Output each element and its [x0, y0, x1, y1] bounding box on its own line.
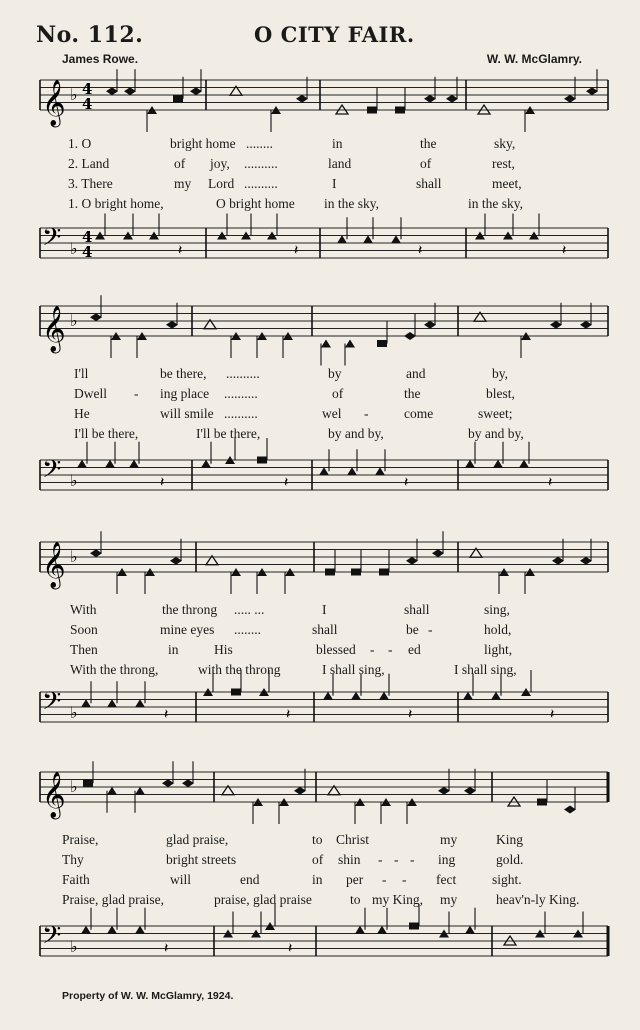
note-head: [355, 926, 365, 934]
lyric-word: O bright home: [216, 196, 295, 211]
lyric-word: Praise, glad praise,: [62, 892, 164, 907]
lyric-word: my King,: [372, 892, 424, 907]
lyric-word: of: [332, 386, 344, 401]
note-head: [395, 107, 405, 114]
note-head: [166, 321, 178, 329]
note-head: [325, 569, 335, 576]
time-signature-top: 4: [82, 228, 93, 246]
note-head: [201, 460, 211, 468]
lyric-word: ..........: [226, 366, 260, 381]
note-head: [129, 460, 139, 468]
lyric-word: bright streets: [166, 852, 237, 867]
note-head: [586, 87, 598, 95]
note-head: [107, 926, 117, 934]
lyric-verse-2: [70, 622, 512, 638]
note-head: [294, 787, 306, 795]
note-head: [406, 557, 418, 565]
note-head: [432, 549, 444, 557]
lyric-word: heav'n-ly King.: [496, 892, 580, 907]
note-head: [377, 340, 387, 347]
lyric-word: sweet;: [478, 406, 513, 421]
note-head: [438, 787, 450, 795]
treble-staff: [0, 68, 640, 138]
lyric-word: by and by,: [328, 426, 384, 441]
note-head: [379, 569, 389, 576]
lyric-word: -: [402, 872, 407, 887]
lyric-word: by,: [492, 366, 508, 381]
lyric-chorus-echo: [68, 196, 523, 212]
note-head: [351, 569, 361, 576]
treble-staff: [0, 762, 640, 832]
lyric-verse-2: [62, 852, 524, 868]
note-head: [550, 321, 562, 329]
time-signature-top: 4: [82, 80, 93, 98]
lyric-word: per: [346, 872, 364, 887]
lyric-word: by and by,: [468, 426, 524, 441]
lyric-word: the throng: [162, 602, 218, 617]
note-head: [323, 692, 333, 700]
note-head: [351, 692, 361, 700]
rest-icon: 𝄽: [288, 940, 293, 957]
lyric-word: my: [440, 892, 458, 907]
note-head: [347, 467, 357, 475]
lyric-word: rest,: [492, 156, 515, 171]
lyric-word: of: [420, 156, 432, 171]
note-head: [90, 549, 102, 557]
note-head: [106, 87, 118, 95]
note-head: [231, 689, 241, 696]
note-head: [379, 692, 389, 700]
rest-icon: 𝄽: [286, 706, 291, 723]
time-signature-bottom: 4: [82, 95, 93, 113]
lyric-word: shall: [416, 176, 442, 191]
lyric-word: 3. There: [68, 176, 113, 191]
bass-clef-icon: 𝄢: [42, 687, 62, 722]
lyric-word: shall: [404, 602, 430, 617]
lyric-word: in: [312, 872, 323, 887]
treble-clef-icon: 𝄞: [42, 80, 66, 126]
note-head: [519, 460, 529, 468]
lyric-word: ..........: [244, 176, 278, 191]
lyric-word: meet,: [492, 176, 522, 191]
lyric-word: light,: [484, 642, 513, 657]
lyric-word: be there,: [160, 366, 207, 381]
lyric-verse-1: [70, 602, 510, 618]
note-head: [182, 779, 194, 787]
rest-icon: 𝄽: [284, 474, 289, 491]
treble-clef-icon: 𝄞: [42, 306, 66, 352]
lyric-word: by: [328, 366, 342, 381]
note-head: [564, 806, 576, 814]
note-head: [377, 926, 387, 934]
note-head: [493, 460, 503, 468]
lyric-word: bright home: [170, 136, 236, 151]
lyric-word: gold.: [496, 852, 524, 867]
lyric-word: come: [404, 406, 434, 421]
bass-clef-icon: 𝄢: [42, 455, 62, 490]
lyric-word: ..........: [224, 406, 258, 421]
treble-staff: [0, 530, 640, 600]
lyric-verse-3: [70, 642, 513, 658]
lyric-verse-1: [62, 832, 523, 848]
lyric-word: He: [74, 406, 90, 421]
lyric-word: my: [174, 176, 192, 191]
lyric-word: and: [406, 366, 426, 381]
lyric-word: Praise,: [62, 832, 99, 847]
note-head: [162, 779, 174, 787]
note-head: [296, 95, 308, 103]
lyric-word: I'll be there,: [196, 426, 261, 441]
note-head: [124, 87, 136, 95]
note-head: [464, 787, 476, 795]
note-head: [491, 692, 501, 700]
lyric-word: of: [174, 156, 186, 171]
flat-icon: ♭: [70, 937, 78, 956]
lyric-chorus-echo: [74, 426, 524, 442]
note-head: [173, 95, 183, 102]
lyric-word: -: [134, 386, 139, 401]
lyric-word: shin: [338, 852, 361, 867]
note-head: [465, 926, 475, 934]
note-head: [257, 457, 267, 464]
note-head: [321, 340, 331, 348]
note-head: [135, 699, 145, 707]
lyric-word: with the throng: [198, 662, 281, 677]
rest-icon: 𝄽: [178, 242, 183, 259]
lyric-word: blest,: [486, 386, 515, 401]
lyric-word: mine eyes: [160, 622, 215, 637]
bass-staff: [0, 912, 640, 976]
hymn-number: No. 112.: [36, 22, 144, 48]
lyric-verse-3: [62, 872, 522, 888]
lyric-word: joy,: [210, 156, 230, 171]
lyric-word: I: [322, 602, 327, 617]
lyric-verse-2: [74, 386, 515, 402]
rest-icon: 𝄽: [418, 242, 423, 259]
rest-icon: 𝄽: [548, 474, 553, 491]
lyric-word: sing,: [484, 602, 510, 617]
note-head: [105, 460, 115, 468]
lyric-word: I'll: [74, 366, 89, 381]
note-head: [83, 780, 93, 787]
note-head: [319, 467, 329, 475]
bass-clef-icon: 𝄢: [42, 921, 62, 956]
note-head: [404, 332, 416, 340]
lyric-word: -: [370, 642, 375, 657]
note-head: [580, 321, 592, 329]
lyric-word: the: [404, 386, 421, 401]
note-head: [375, 467, 385, 475]
lyric-word: sky,: [494, 136, 516, 151]
note-head: [81, 926, 91, 934]
note-head: [170, 557, 182, 565]
treble-clef-icon: 𝄞: [42, 542, 66, 588]
hymn-title: O CITY FAIR.: [254, 22, 415, 47]
lyric-word: 1. O: [68, 136, 92, 151]
note-head: [391, 235, 401, 243]
lyric-word: ed: [408, 642, 421, 657]
lyric-word: in the sky,: [324, 196, 379, 211]
rest-icon: 𝄽: [550, 706, 555, 723]
lyric-word: -: [428, 622, 433, 637]
lyric-word: Thy: [62, 852, 84, 867]
flat-icon: ♭: [70, 85, 78, 104]
lyric-word: to: [350, 892, 361, 907]
lyric-word: fect: [436, 872, 457, 887]
flat-icon: ♭: [70, 703, 78, 722]
lyric-word: Then: [70, 642, 98, 657]
note-head: [90, 313, 102, 321]
lyric-word: will: [170, 872, 192, 887]
lyric-word: -: [394, 852, 399, 867]
lyric-word: 1. O bright home,: [68, 196, 164, 211]
lyric-verse-3: [68, 176, 522, 192]
lyric-word: With the throng,: [70, 662, 159, 677]
lyric-word: I shall sing,: [322, 662, 385, 677]
rest-icon: 𝄽: [160, 474, 165, 491]
note-head: [463, 692, 473, 700]
lyric-word: I shall sing,: [454, 662, 517, 677]
lyric-word: to: [312, 832, 323, 847]
lyric-word: in: [332, 136, 343, 151]
lyric-verse-3: [74, 406, 513, 422]
lyric-word: I: [332, 176, 337, 191]
rest-icon: 𝄽: [562, 242, 567, 259]
lyric-word: in the sky,: [468, 196, 523, 211]
note-head: [409, 923, 419, 930]
bass-staff: [0, 678, 640, 738]
lyric-chorus-echo: [70, 662, 517, 678]
lyric-word: praise, glad praise: [214, 892, 312, 907]
lyric-word: Dwell: [74, 386, 107, 401]
lyric-word: wel: [322, 406, 342, 421]
rest-icon: 𝄽: [404, 474, 409, 491]
lyric-word: -: [364, 406, 369, 421]
lyric-word: Faith: [62, 872, 90, 887]
lyric-word: ..... ...: [234, 602, 265, 617]
time-signature-bottom: 4: [82, 243, 93, 261]
lyric-word: in: [168, 642, 179, 657]
lyric-word: Christ: [336, 832, 370, 847]
note-head: [564, 95, 576, 103]
lyric-chorus-echo: [62, 892, 580, 908]
flat-icon: ♭: [70, 471, 78, 490]
lyricist-credit: James Rowe.: [62, 52, 139, 66]
lyric-word: glad praise,: [166, 832, 229, 847]
bass-staff: [0, 218, 640, 278]
note-head: [135, 787, 145, 795]
lyric-word: With: [70, 602, 97, 617]
lyric-word: ........: [234, 622, 261, 637]
lyric-verse-2: [68, 156, 515, 172]
flat-icon: ♭: [70, 547, 78, 566]
note-head: [107, 699, 117, 707]
lyric-word: of: [312, 852, 324, 867]
rest-icon: 𝄽: [164, 940, 169, 957]
lyric-word: blessed: [316, 642, 356, 657]
note-head: [537, 799, 547, 806]
lyric-word: Soon: [70, 622, 98, 637]
lyric-word: ing: [438, 852, 456, 867]
lyric-word: -: [382, 872, 387, 887]
composer-credit: W. W. McGlamry.: [486, 52, 582, 66]
note-head: [424, 321, 436, 329]
note-head: [552, 557, 564, 565]
note-head: [367, 107, 377, 114]
lyric-word: 2. Land: [68, 156, 110, 171]
note-head: [465, 460, 475, 468]
lyric-word: -: [388, 642, 393, 657]
lyric-word: -: [410, 852, 415, 867]
note-head: [337, 235, 347, 243]
lyric-word: ing place: [160, 386, 210, 401]
flat-icon: ♭: [70, 239, 78, 258]
copyright-footer: Property of W. W. McGlamry, 1924.: [62, 990, 234, 1002]
lyric-word: be: [406, 622, 419, 637]
note-head: [135, 926, 145, 934]
lyric-word: ..........: [224, 386, 258, 401]
bass-staff: [0, 448, 640, 508]
lyric-word: sight.: [492, 872, 522, 887]
lyric-word: I'll be there,: [74, 426, 139, 441]
lyric-word: will smile: [160, 406, 214, 421]
note-head: [446, 95, 458, 103]
lyric-word: ..........: [244, 156, 278, 171]
treble-staff: [0, 292, 640, 362]
lyric-word: end: [240, 872, 260, 887]
lyric-word: King: [496, 832, 523, 847]
lyric-word: ........: [246, 136, 273, 151]
lyric-verse-1: [68, 136, 516, 152]
lyric-word: -: [378, 852, 383, 867]
rest-icon: 𝄽: [294, 242, 299, 259]
lyric-word: my: [440, 832, 458, 847]
flat-icon: ♭: [70, 311, 78, 330]
note-head: [580, 557, 592, 565]
bass-clef-icon: 𝄢: [42, 223, 62, 258]
treble-clef-icon: 𝄞: [42, 772, 66, 818]
rest-icon: 𝄽: [408, 706, 413, 723]
flat-icon: ♭: [70, 777, 78, 796]
lyric-word: Lord: [208, 176, 235, 191]
lyric-word: land: [328, 156, 352, 171]
lyric-word: His: [214, 642, 233, 657]
lyric-word: shall: [312, 622, 338, 637]
note-head: [345, 340, 355, 348]
note-head: [77, 460, 87, 468]
lyric-verse-1: [74, 366, 508, 382]
note-head: [81, 699, 91, 707]
lyric-word: hold,: [484, 622, 512, 637]
rest-icon: 𝄽: [164, 706, 169, 723]
note-head: [190, 87, 202, 95]
lyric-word: the: [420, 136, 437, 151]
note-head: [363, 235, 373, 243]
note-head: [107, 787, 117, 795]
note-head: [424, 95, 436, 103]
